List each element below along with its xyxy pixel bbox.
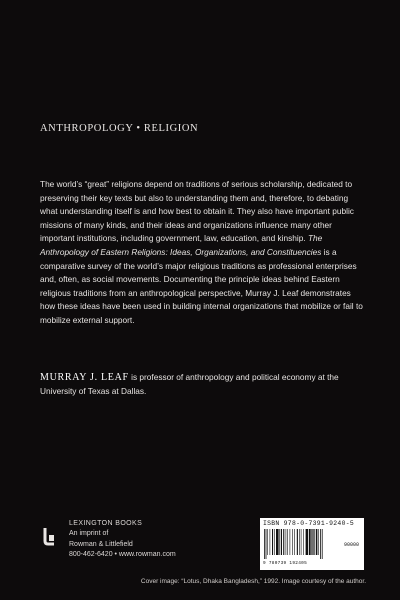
barcode-bar	[318, 529, 319, 555]
book-title: The Anthropology of Eastern Religions: Ideas, Organizations, and Constituencies	[40, 233, 323, 257]
barcode-bar	[267, 529, 268, 555]
publisher-text	[69, 519, 176, 561]
barcode-bar	[310, 529, 311, 555]
barcode-bar	[274, 529, 275, 555]
barcode-bar	[266, 529, 267, 559]
category-label: ANTHROPOLOGY • RELIGION	[40, 123, 199, 134]
barcode-bar	[312, 529, 313, 555]
barcode-bar	[281, 529, 282, 555]
barcode-bar	[303, 529, 304, 555]
book-description	[40, 178, 364, 328]
barcode-bar	[277, 529, 278, 555]
barcode-bar	[276, 529, 278, 555]
barcode-bar	[313, 529, 314, 555]
barcode-digits: 9 780739 192405	[263, 561, 308, 566]
description-text-part1: The world’s “great” religions depend on traditions of serious scholarship, dedicated to preserving their key texts but also to understanding them and, therefore, to debating what understanding itself is and how best to obtain it. They also have important public missions of many kinds, and their ideas and organizations influence many other important institutions, including government, law, education, and kinship.	[40, 179, 354, 244]
barcode-bar	[316, 529, 318, 555]
barcode-bar	[294, 529, 295, 555]
lexington-logo-icon	[40, 525, 58, 547]
isbn-barcode	[260, 518, 364, 570]
barcode-bar	[270, 529, 271, 555]
barcode-bar	[279, 529, 280, 555]
author-name: MURRAY J. LEAF	[40, 372, 129, 383]
author-bio-text: is professor of anthropology and political economy at the University of Texas at Dallas.	[40, 372, 339, 396]
publisher-contact-line: 800-462-6420 • www.rowman.com	[69, 551, 176, 559]
description-text-part2: is a comparative survey of the world’s major religious traditions as professional enterprises and, often, as social movements. Documenting the principle ideas behind Eastern religious traditions from an anthropological perspective, Murray J. Leaf demonstrates how these ideas have been used in building internal organizations that mobilize or fail to mobilize external support.	[40, 246, 363, 325]
barcode-bar	[301, 529, 302, 555]
price-code: 90000	[343, 542, 359, 548]
author-bio	[40, 371, 364, 398]
barcode-bar	[290, 529, 291, 555]
barcode-bar	[320, 529, 321, 559]
barcode-bar	[322, 529, 323, 559]
barcode-bar	[306, 529, 308, 555]
publisher-imprint-line: An imprint of	[69, 530, 109, 538]
publisher-parent-line: Rowman & Littlefield	[69, 540, 133, 548]
barcode-bar	[287, 529, 288, 555]
barcode-bar	[272, 529, 273, 555]
barcode-bar	[264, 529, 265, 559]
barcode-bar	[286, 529, 287, 555]
cover-image-credit: Cover image: “Lotus, Dhaka Bangladesh,” 1992. Image courtesy of the author.	[140, 578, 366, 585]
barcode-bar	[297, 529, 298, 555]
barcode-bar	[299, 529, 300, 555]
barcode-bar	[307, 529, 308, 555]
isbn-text: ISBN 978-0-7391-9240-5	[263, 520, 354, 527]
publisher-block	[40, 519, 220, 569]
barcode-bar	[309, 529, 310, 555]
publisher-name: LEXINGTON BOOKS	[69, 520, 143, 527]
barcode-bar	[292, 529, 293, 555]
barcode-bar	[283, 529, 284, 555]
